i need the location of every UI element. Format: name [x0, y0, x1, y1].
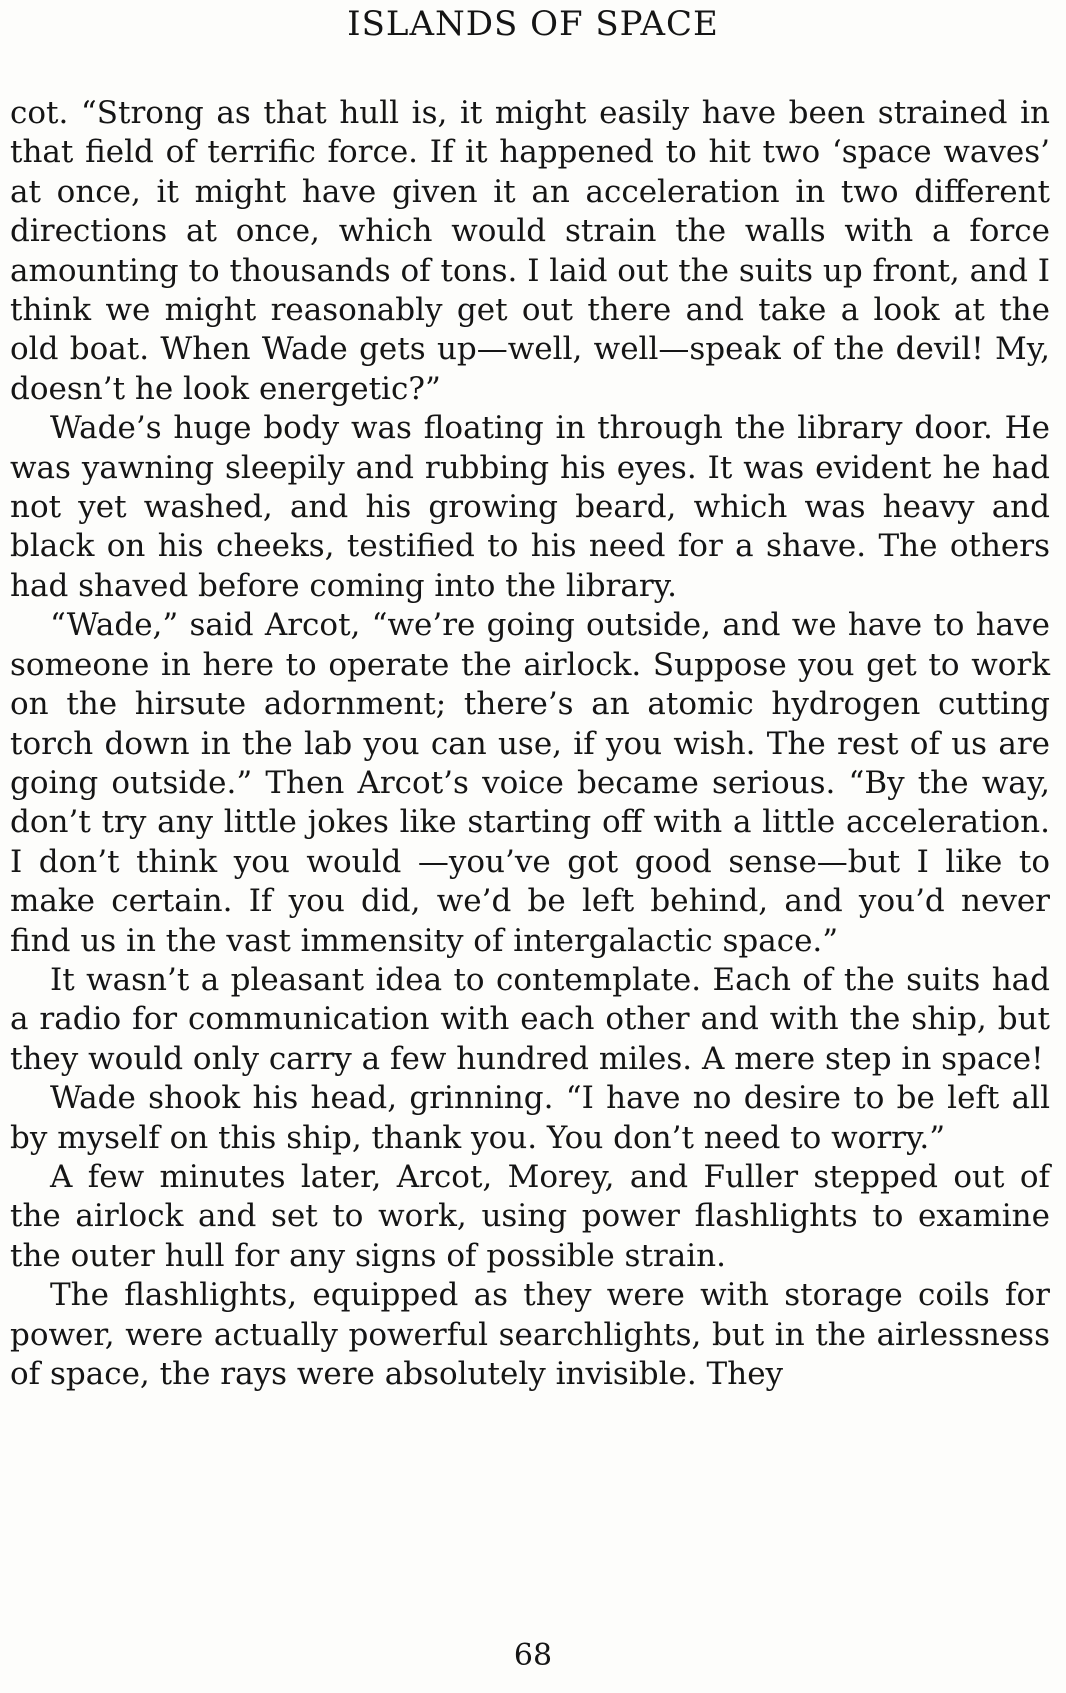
paragraph: cot. “Strong as that hull is, it might easily have been strained in that field of terrific force. If it happened to hit two ‘space waves’ at once, it might have given it an acceleration in two different directions at once, which would strain the walls with a force amounting to thousands of tons. I laid out the suits up front, and I think we might reasonably get out there and take a look at the old boat. When Wade gets up—well, well—speak of the devil! My, doesn’t he look energetic?” [10, 95, 1051, 407]
paragraph: Wade’s huge body was floating in through the library door. He was yawning sleepily and rubbing his eyes. It was evident he had not yet washed, and his growing beard, which was heavy and black on his cheeks, testified to his need for a shave. The others had shaved before coming into the library. [10, 410, 1050, 604]
body-text [10, 94, 1050, 1394]
paragraph: A few minutes later, Arcot, Morey, and Fuller stepped out of the airlock and set to work, using power flashlights to examine the outer hull for any signs of possible strain. [10, 1158, 1050, 1274]
paragraph: Wade shook his head, grinning. “I have no desire to be left all by myself on this ship, thank you. You don’t need to worry.” [10, 1080, 1050, 1156]
paragraph: The flashlights, equipped as they were with storage coils for power, were actually powerful searchlights, but in the airlessness of space, the rays were absolutely invisible. They [10, 1277, 1050, 1392]
page-number: 68 [513, 1638, 553, 1673]
paragraph: It wasn’t a pleasant idea to contemplate. Each of the suits had a radio for communication with each other and with the ship, but they would only carry a few hundred miles. A mere step in space! [10, 961, 1050, 1077]
paragraph: “Wade,” said Arcot, “we’re going outside, and we have to have someone in here to operate the airlock. Suppose you get to work on the hirsute adornment; there’s an atomic hydrogen cutting torch down in the lab you can use, if you wish. The rest of us are going outside.” Then Arcot’s voice became serious. “By the way, don’t try any little jokes like starting off with a little acceleration. I don’t think you would —you’ve got good sense—but I like to make certain. If you did, we’d be left behind, and you’d never find us in the vast immensity of intergalactic space.” [10, 607, 1050, 959]
running-title: ISLANDS OF SPACE [347, 4, 719, 44]
